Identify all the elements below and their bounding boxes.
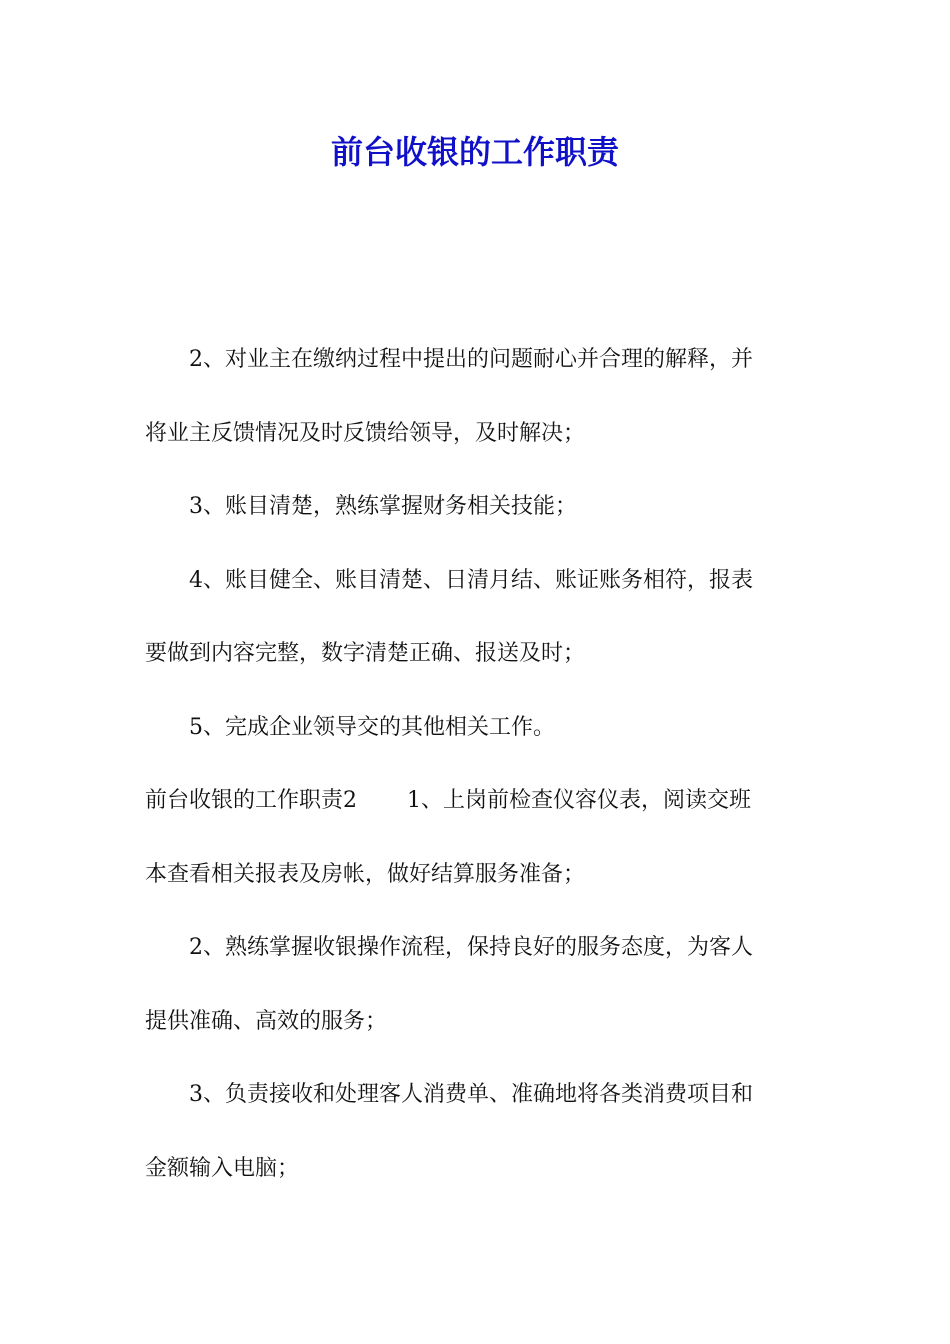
section-heading: 前台收银的工作职责2 — [145, 788, 357, 813]
document-body — [145, 332, 807, 1214]
paragraph-line: 本查看相关报表及房帐，做好结算服务准备； — [145, 861, 586, 887]
paragraph-line: 2、对业主在缴纳过程中提出的问题耐心并合理的解释，并 — [189, 347, 753, 372]
paragraph-line: 4、账目健全、账目清楚、日清月结、账证账务相符，报表 — [189, 567, 753, 593]
paragraph-line: 2、熟练掌握收银操作流程，保持良好的服务态度，为客人 — [189, 935, 753, 960]
paragraph-line: 金额输入电脑； — [145, 1155, 300, 1181]
paragraph-line: 要做到内容完整，数字清楚正确、报送及时； — [145, 641, 586, 666]
paragraph-line: 3、负责接收和处理客人消费单、准确地将各类消费项目和 — [189, 1082, 753, 1107]
paragraph-text: 1、上岗前检查仪容仪表，阅读交班 — [407, 788, 751, 813]
section-heading-line — [145, 773, 807, 847]
paragraph-line: 5、完成企业领导交的其他相关工作。 — [189, 714, 555, 740]
document-title: 前台收银的工作职责 — [330, 133, 619, 171]
paragraph-line: 3、账目清楚，熟练掌握财务相关技能； — [189, 494, 577, 519]
paragraph-line: 将业主反馈情况及时反馈给领导，及时解决； — [145, 420, 586, 446]
paragraph-line: 提供准确、高效的服务； — [145, 1008, 388, 1034]
